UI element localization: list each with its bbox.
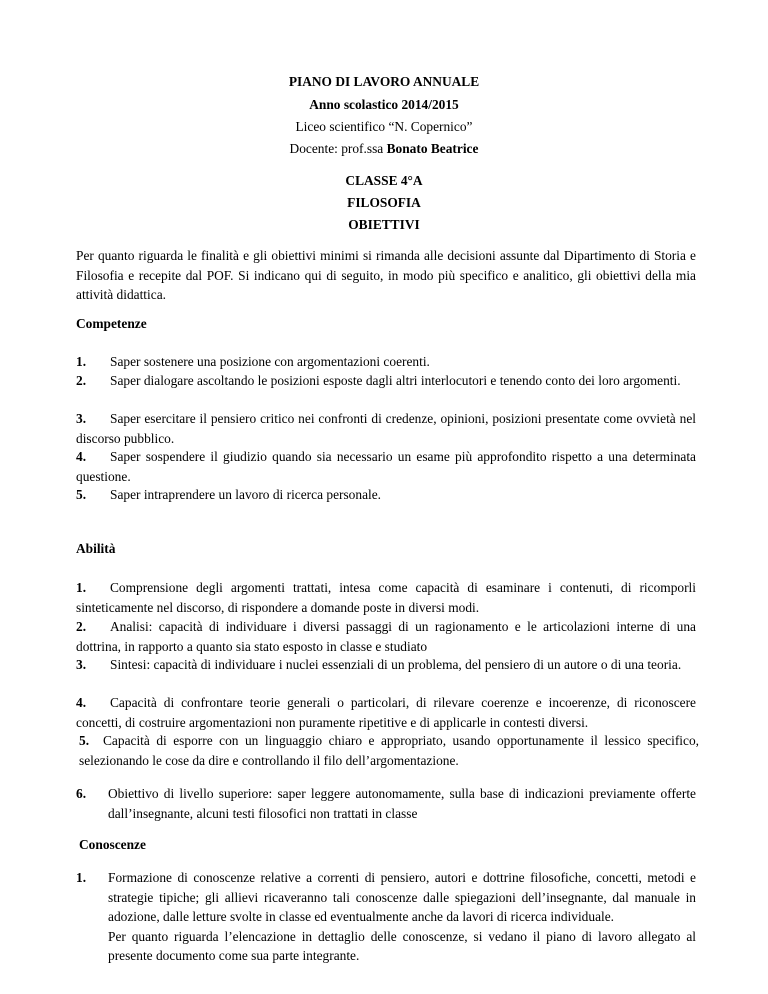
item-number: 2. [76,373,87,388]
item-text: Capacità di esporre con un linguaggio chiaro e appropriato, usando opportunamente il lessico specifico, selezionando le cose da dire e controllando il filo dell’argomentazione. [79,733,699,768]
item-text: Saper sostenere una posizione con argomentazioni coerenti. [110,354,430,369]
list-item [76,693,696,732]
item-text: Analisi: capacità di individuare i diversi passaggi di un ragionamento e le articolazioni interne di una dottrina, in rapporto a quanto sia stato esposto in classe e studiato [76,619,696,654]
item-number: 2. [76,619,87,634]
item-text: Saper intraprendere un lavoro di ricerca personale. [110,487,382,502]
list-item [76,578,696,617]
teacher-line [0,140,768,158]
list-item [76,617,696,656]
item-number: 4. [76,449,87,464]
school-year: Anno scolastico 2014/2015 [309,97,459,112]
list-item [76,352,696,372]
subject-label: FILOSOFIA [347,195,421,210]
school-name: Liceo scientifico “N. Copernico” [295,119,473,134]
item-text: Obiettivo di livello superiore: saper leggere autonomamente, sulla base di indicazioni previamente offerte dall’insegnante, alcuni testi filosofici non trattati in classe [108,786,696,821]
item-number: 3. [76,411,87,426]
item-text: Saper dialogare ascoltando le posizioni esposte dagli altri interlocutori e tenendo conto dei loro argomenti. [110,373,681,388]
item-text: Comprensione degli argomenti trattati, intesa come capacità di esaminare i contenuti, di ricomporli sinteticamente nel discorso, di rispondere a domande poste in diversi modi. [76,580,696,615]
intro-paragraph: Per quanto riguarda le finalità e gli obiettivi minimi si rimanda alle decisioni assunte dal Dipartimento di Storia e Filosofia e recepite dal POF. Si indicano qui di seguito, in modo più specifico e analitico, gli obiettivi della mia attività didattica. [76,248,696,302]
list-item [76,371,696,391]
list-item [76,409,696,448]
teacher-prefix: Docente: prof.ssa [289,141,387,156]
item-number: 1. [76,354,87,369]
item-number: 4. [76,695,87,710]
item-number: 1. [76,580,87,595]
conoscenze-heading: Conoscenze [79,837,146,852]
item-number: 5. [76,487,87,502]
list-item [76,655,696,675]
item-text: Formazione di conoscenze relative a correnti di pensiero, autori e dottrine filosofiche, concetti, metodi e strategie tipiche; gli allievi ricaveranno tali conoscenze dalle spiegazioni dell’insegnante, dal manuale in adozione, dalle letture svolte in classe ed eventualmente anche da lavori di ricerca individuale. [108,870,696,924]
item-text-continued: Per quanto riguarda l’elencazione in dettaglio delle conoscenze, si vedano il piano di lavoro allegato al presente documento come sua parte integrante. [108,928,696,963]
list-item [76,868,696,966]
item-text: Sintesi: capacità di individuare i nuclei essenziali di un problema, del pensiero di un autore o di una teoria. [110,657,682,672]
item-number: 5. [79,733,90,748]
item-number: 6. [76,786,87,801]
abilita-heading: Abilità [76,541,116,556]
list-item [76,485,696,505]
competenze-heading: Competenze [76,316,147,331]
list-item [76,784,696,823]
teacher-name: Bonato Beatrice [386,141,479,156]
class-label: CLASSE 4°A [345,173,423,188]
item-number: 1. [76,870,87,885]
section-label: OBIETTIVI [348,217,420,232]
item-number: 3. [76,657,87,672]
item-text: Capacità di confrontare teorie generali o particolari, di rilevare coerenze e incoerenze, di riconoscere concetti, di costruire argomentazioni non puramente ripetitive e di applicarle in contesti diversi. [76,695,696,730]
document-title: PIANO DI LAVORO ANNUALE [288,74,480,89]
list-item [79,731,699,770]
item-text: Saper esercitare il pensiero critico nei confronti di credenze, opinioni, posizioni presentate come ovvietà nel discorso pubblico. [76,411,696,446]
list-item [76,447,696,486]
item-text: Saper sospendere il giudizio quando sia necessario un esame più approfondito rispetto a una determinata questione. [76,449,696,484]
